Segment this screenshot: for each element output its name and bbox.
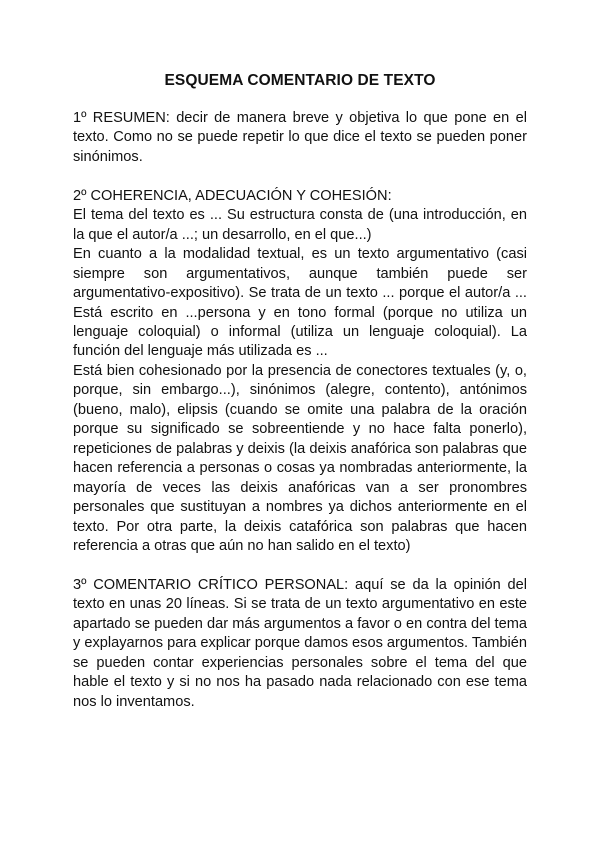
document-body <box>73 109 527 712</box>
section-comentario-critico: 3º COMENTARIO CRÍTICO PERSONAL: aquí se da la opinión del texto en unas 20 líneas. Si se trata de un texto argumentativo en este apartado se pueden dar más argumentos a favor o en contra del tema y explayarnos para explicar porque damos esos argumentos. También se pueden contar experiencias personales sobre el tema del que hable el texto y si no nos ha pasado nada relacionado con ese tema nos lo inventamos. <box>73 576 528 710</box>
document-title: ESQUEMA COMENTARIO DE TEXTO <box>164 72 436 89</box>
section-resumen: 1º RESUMEN: decir de manera breve y objetiva lo que pone en el texto. Como no se puede repetir lo que dice el texto se pueden poner sinónimos. <box>73 110 527 165</box>
section-coherencia-tema: El tema del texto es ... Su estructura consta de (una introducción, en la que el autor/a ...; un desarrollo, en el que...) <box>73 207 527 243</box>
section-coherencia-modalidad: En cuanto a la modalidad textual, es un texto argumentativo (casi siempre son argumentativos, aunque también puede ser argumentativo-expositivo). Se trata de un texto ... porque el autor/a ... Está escrito en ...persona y en tono formal (porque no utiliza un lenguaje coloquial) o informal (utiliza un lenguaje coloquial). La función del lenguaje más utilizada es ... <box>73 246 527 360</box>
section-coherencia-heading: 2º COHERENCIA, ADECUACIÓN Y COHESIÓN: <box>73 187 392 204</box>
section-coherencia-cohesion: Está bien cohesionado por la presencia de conectores textuales (y, o, porque, sin embargo...), sinónimos (alegre, contento), antónimos (bueno, malo), elipsis (cuando se omite una palabra de la oración porque su significado se sobreentiende y no hace falta ponerlo), repeticiones de palabras y deixis (la deixis anafórica son palabras que hacen referencia a personas o cosas ya nombradas anteriormente, la mayoría de veces las deixis anafóricas van a ser pronombres personales que sustituyan a nombres ya dichos anteriormente en el texto. Por otra parte, la deixis catafórica son palabras que hacen referencia a otras que aún no han salido en el texto) <box>73 362 527 555</box>
paragraph-gap <box>73 167 527 187</box>
paragraph-gap <box>73 556 527 576</box>
